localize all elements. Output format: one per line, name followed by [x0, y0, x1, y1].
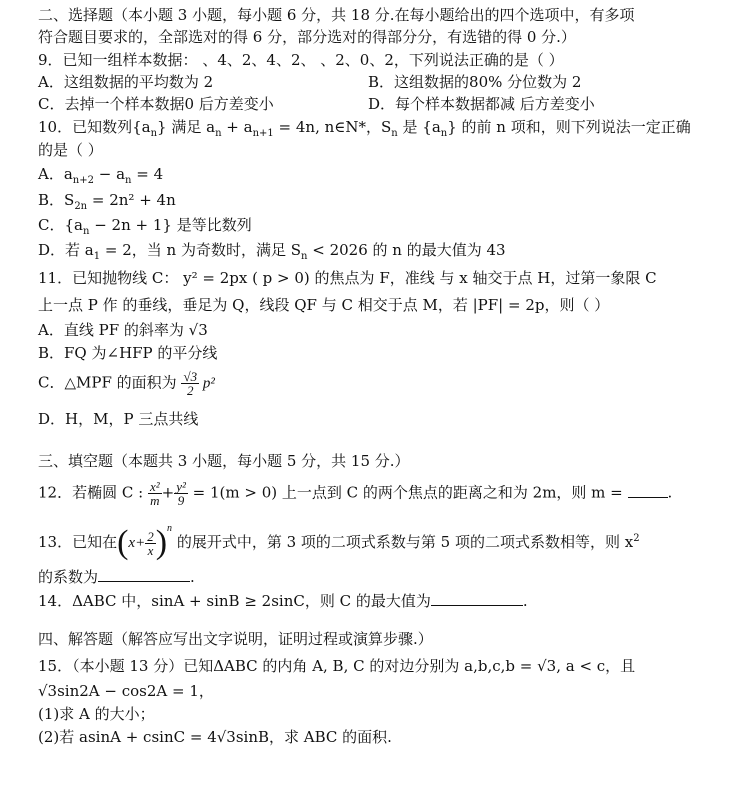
q11-option-a: A．直线 PF 的斜率为 √3	[38, 321, 208, 339]
q10-a-part3: = 4	[131, 165, 164, 183]
q12-frac1-den: m	[150, 493, 160, 508]
q12-frac2-num: y²	[176, 479, 186, 494]
q10-option-a: A．$a_{n+2} - a_n = 4$	[38, 165, 164, 186]
q9-option-d: D．每个样本数据都减 后方差变小	[368, 95, 595, 113]
q10-b-part1: B．S	[38, 191, 75, 209]
q11-stem: 11．已知抛物线 C： y² = 2px ( p > 0) 的焦点为 F，准线 与 x 轴交于点 H，过第一象限 C	[38, 269, 657, 287]
q10-c-part2: − 2n + 1} 是等比数列	[89, 216, 252, 234]
q10-b-part2: = 2n² + 4n	[87, 191, 176, 209]
q10-option-d: D．若 $a_1 = 2$，当 n 为奇数时，满足 $S_n < 2026$ 的 n 的最大值为 43	[38, 241, 506, 262]
q10-d-part3: < 2026 的 n 的最大值为 43	[307, 241, 506, 259]
q11-option-b: B．FQ 为∠HFP 的平分线	[38, 344, 218, 362]
q13-part1: 13．已知在	[38, 533, 118, 551]
q13-frac-num: 2	[147, 528, 154, 544]
q15-stem: 15．（本小题 13 分）已知ΔABC 的内角 A, B, C 的对边分别为 a,b,c,b = √3, a < c，且	[38, 657, 636, 675]
q14	[38, 590, 528, 612]
q11-stem-cont: 上一点 P 作 的垂线，垂足为 Q，线段 QF 与 C 相交于点 M，若 |PF| = 2p，则（ ）	[38, 296, 610, 314]
q13-answer-blank[interactable]	[98, 567, 190, 582]
q10-stem-part4: = 4n, n∈N*，S	[273, 118, 392, 136]
q13-exponent: n	[167, 523, 173, 534]
q10-stem-part1: 10．已知数列{a	[38, 118, 151, 136]
q15-part1: (1)求 A 的大小；	[38, 705, 155, 723]
section4-heading: 四、解答题（解答应写出文字说明，证明过程或演算步骤.）	[38, 630, 433, 648]
q10-stem-part3: + a	[221, 118, 253, 136]
q9-stem: 9．已知一组样本数据： 、4、2、4、2、 、2、0、2，下列说法正确的是（ ）	[38, 51, 564, 69]
section3-heading: 三、填空题（本题共 3 小题，每小题 5 分，共 15 分.）	[38, 452, 410, 470]
q10-c-part1: C．{a	[38, 216, 83, 234]
q12-part2: = 1(m > 0) 上一点到 C 的两个焦点的距离之和为 2m，则 m =	[192, 483, 623, 502]
q12-plus: +	[161, 483, 175, 502]
q14-answer-blank[interactable]	[431, 591, 523, 606]
q12-frac1-num: x²	[149, 479, 160, 494]
q15-part2: (2)若 asinA + csinC = 4√3sinB，求 ABC 的面积.	[38, 728, 392, 746]
q13-x-exponent: 2	[633, 533, 640, 544]
q15-condition: √3sin2A − cos2A = 1，	[38, 682, 214, 700]
q9-option-b: B．这组数据的80% 分位数为 2	[368, 73, 582, 91]
q13-line2: 的系数为	[38, 568, 99, 586]
q12-frac1	[148, 480, 162, 507]
q11-c-part1: C．△MPF 的面积为	[38, 373, 177, 392]
q12	[38, 480, 672, 507]
q10-stem: 10．已知数列$\{a_n\}$ 满足 $a_n + a_{n+1} = 4n$, n∈N*，$S_n$ 是 $\{a_n\}$ 的前 n 项和，则下列说法一定正确	[38, 118, 691, 139]
q10-d-part1: D．若 a	[38, 241, 94, 259]
q12-end: .	[667, 483, 673, 502]
q13-part2: 的展开式中，第 3 项的二项式系数与第 5 项的二项式系数相等，则 x	[176, 533, 634, 551]
q10-d-part2: = 2，当 n 为奇数时，满足 S	[100, 241, 302, 259]
q11-c-fraction	[181, 370, 199, 397]
q12-part1: 12．若椭圆 C :	[38, 483, 144, 502]
q12-frac2	[174, 480, 188, 507]
q13-cont	[38, 566, 195, 588]
q10-a-part1: A．a	[38, 165, 73, 183]
q10-option-b: B．$S_{2n} = 2n^2 + 4n$	[38, 191, 176, 212]
q14-text: 14．ΔABC 中，sinA + sinB ≥ 2sinC，则 C 的最大值为	[38, 592, 431, 610]
q13-inner: x+	[128, 535, 146, 551]
q12-frac2-den: 9	[177, 493, 185, 508]
q10-a-part2: − a	[93, 165, 126, 183]
q13-end: .	[190, 568, 195, 586]
q11-c-part2: p²	[199, 375, 215, 392]
q9-option-c: C．去掉一个样本数据0 后方差变小	[38, 95, 274, 113]
q11-c-numerator: √3	[183, 369, 198, 384]
q10-stem-part6: } 的前 n 项和，则下列说法一定正确	[447, 118, 691, 136]
q10-stem-part5: 是 {a	[397, 118, 441, 136]
section2-heading: 二、选择题（本小题 3 小题，每小题 6 分，共 18 分.在每小题给出的四个选项中，有多项	[38, 6, 635, 24]
q13: 13．已知在(x+ $\frac{2}{x}$ )$^n$ 的展开式中，第 3 项的二项式系数与第 5 项的二项式系数相等，则 $x^2$	[38, 523, 640, 561]
q10-stem-part2: } 满足 a	[157, 118, 216, 136]
section2-heading-cont: 符合题目要求的，全部选对的得 6 分，部分选对的得部分分，有选错的得 0 分.）	[38, 28, 576, 46]
q14-end: .	[522, 592, 528, 610]
q13-frac	[145, 530, 156, 557]
q11-c-denominator: 2	[187, 383, 194, 398]
q10-stem-cont: 的是（ ）	[38, 141, 103, 159]
q9-option-a: A．这组数据的平均数为 2	[38, 73, 214, 91]
q12-answer-blank[interactable]	[628, 483, 668, 498]
q11-option-c	[38, 370, 215, 397]
q11-option-d: D．H，M，P 三点共线	[38, 410, 199, 428]
q10-option-c: C．$\{a_n - 2n + 1\}$ 是等比数列	[38, 216, 252, 237]
q13-frac-den: x	[147, 542, 154, 558]
